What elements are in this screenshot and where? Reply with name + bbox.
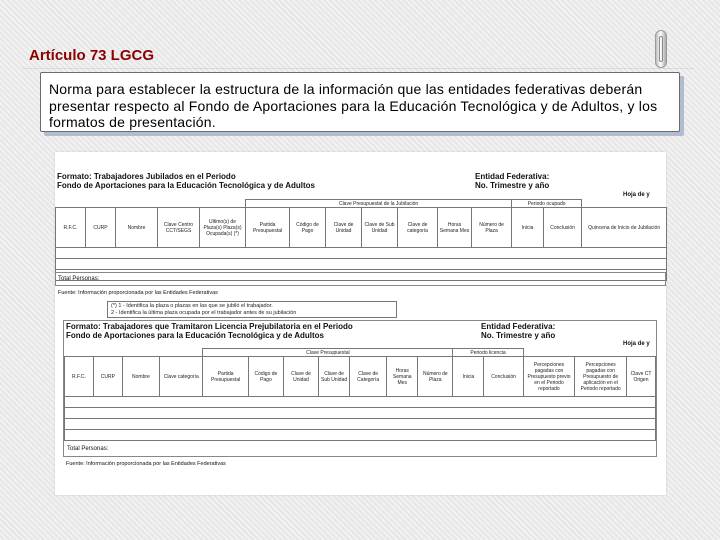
table-row bbox=[65, 430, 656, 441]
form2-group-periodo: Periodo licencia bbox=[453, 349, 523, 357]
slide-title: Artículo 73 LGCG bbox=[29, 47, 155, 64]
description-text: Norma para establecer la estructura de la información que las entidades federativas deberán presentar respecto al Fondo de Aportaciones para la Educación Tecnológica y de Adultos, y los formatos de presentación. bbox=[49, 81, 658, 130]
description-box bbox=[40, 72, 680, 132]
form2-entity-label: Entidad Federativa: bbox=[481, 322, 556, 331]
form1-col-partida: Partida Presupuestal bbox=[246, 208, 290, 248]
form2-table bbox=[64, 348, 656, 441]
form1-col-inicia: Inicia bbox=[512, 208, 544, 248]
form2-col-conclusion: Conclusión bbox=[484, 357, 523, 397]
form1-col-rfc: R.F.C. bbox=[56, 208, 86, 248]
scanned-formats-document bbox=[55, 152, 666, 495]
form1-col-conclusion: Conclusión bbox=[544, 208, 582, 248]
form1-page-label: Hoja de y bbox=[623, 192, 650, 198]
title-divider bbox=[22, 68, 694, 69]
form1-col-cct: Clave Centro CCT/SEGS bbox=[158, 208, 200, 248]
form1-quarter-label: No. Trimestre y año bbox=[475, 181, 550, 190]
form2-page-label: Hoja de y bbox=[623, 341, 650, 347]
form1-table bbox=[55, 199, 667, 281]
form2-col-nombre: Nombre bbox=[122, 357, 159, 397]
form1-subtitle: Fondo de Aportaciones para la Educación Tecnológica y de Adultos bbox=[57, 181, 315, 190]
binder-clip-icon bbox=[655, 30, 667, 68]
form2-col-codigo-pago: Código de Pago bbox=[248, 357, 283, 397]
form1-group-periodo: Periodo ocupado bbox=[512, 200, 582, 208]
form2-source: Fuente: Información proporcionada por las Entidades Federativas bbox=[66, 461, 226, 467]
form1-col-categoria: Clave de categoría bbox=[398, 208, 438, 248]
form2-total: Total Personas: bbox=[67, 446, 109, 452]
form2-col-clave-categoria: Clave categoría bbox=[160, 357, 203, 397]
table-row bbox=[56, 248, 667, 259]
form1-note bbox=[107, 301, 397, 318]
form1-total-frame bbox=[55, 272, 666, 286]
form1-col-subunidad: Clave de Sub Unidad bbox=[362, 208, 398, 248]
form1-col-num-plaza: Número de Plaza bbox=[472, 208, 512, 248]
form2-col-curp: CURP bbox=[93, 357, 122, 397]
form1-col-codigo-pago: Código de Pago bbox=[290, 208, 326, 248]
form1-col-horas: Horas Semana Mes bbox=[438, 208, 472, 248]
table-row bbox=[65, 397, 656, 408]
form2-col-inicia: Inicia bbox=[453, 357, 484, 397]
form1-col-quincena: Quincena de Inicio de Jubilación bbox=[582, 208, 667, 248]
form2-title: Formato: Trabajadores que Tramitaron Licencia Prejubilatoria en el Periodo bbox=[66, 322, 353, 331]
form2-col-percep-aplicacion: Percepciones pagadas con Presupuesto de aplicación en el Periodo reportado bbox=[575, 357, 627, 397]
form2-col-subunidad: Clave de Sub Unidad bbox=[319, 357, 350, 397]
form1-note-line1: (*) 1 - Identifica la plaza o plazas en las que se jubiló el trabajador. bbox=[111, 303, 273, 309]
form1-group-plaza: Clave Presupuestal de la Jubilación bbox=[246, 200, 512, 208]
table-row bbox=[65, 408, 656, 419]
form1-col-plaza-ocupada: Ultimo(s) de Plaza(s) Plaza(s) Ocupada(s) (*) bbox=[200, 208, 246, 248]
table-row bbox=[56, 259, 667, 270]
form1-title: Formato: Trabajadores Jubilados en el Periodo bbox=[57, 172, 236, 181]
form2-col-rfc: R.F.C. bbox=[65, 357, 94, 397]
form2-col-horas: Horas Semana Mes bbox=[387, 357, 418, 397]
form2-group-plaza: Clave Presupuestal bbox=[203, 349, 453, 357]
form2-col-unidad: Clave de Unidad bbox=[283, 357, 318, 397]
form1-entity-label: Entidad Federativa: bbox=[475, 172, 550, 181]
form1-note-line2: 2 - Identifica la última plaza ocupada por el trabajador antes de su jubilación bbox=[111, 310, 297, 316]
form2-subtitle: Fondo de Aportaciones para la Educación Tecnológica y de Adultos bbox=[66, 331, 324, 340]
form1-col-nombre: Nombre bbox=[116, 208, 158, 248]
form1-source: Fuente: Información proporcionada por las Entidades Federativas bbox=[58, 290, 218, 296]
form2-col-num-plaza: Número de Plaza bbox=[418, 357, 453, 397]
form2-quarter-label: No. Trimestre y año bbox=[481, 331, 556, 340]
form1-col-curp: CURP bbox=[86, 208, 116, 248]
form1-col-unidad: Clave de Unidad bbox=[326, 208, 362, 248]
form2-col-partida: Partida Presupuestal bbox=[203, 357, 248, 397]
table-row bbox=[65, 419, 656, 430]
form2-col-categoria: Clave de Categoría bbox=[350, 357, 387, 397]
form2-col-percep-previo: Percepciones pagadas con Presupuesto previo en el Periodo reportado bbox=[523, 357, 575, 397]
form1-total: Total Personas: bbox=[58, 276, 100, 282]
form2-col-ct-origen: Clave CT Origen bbox=[626, 357, 655, 397]
